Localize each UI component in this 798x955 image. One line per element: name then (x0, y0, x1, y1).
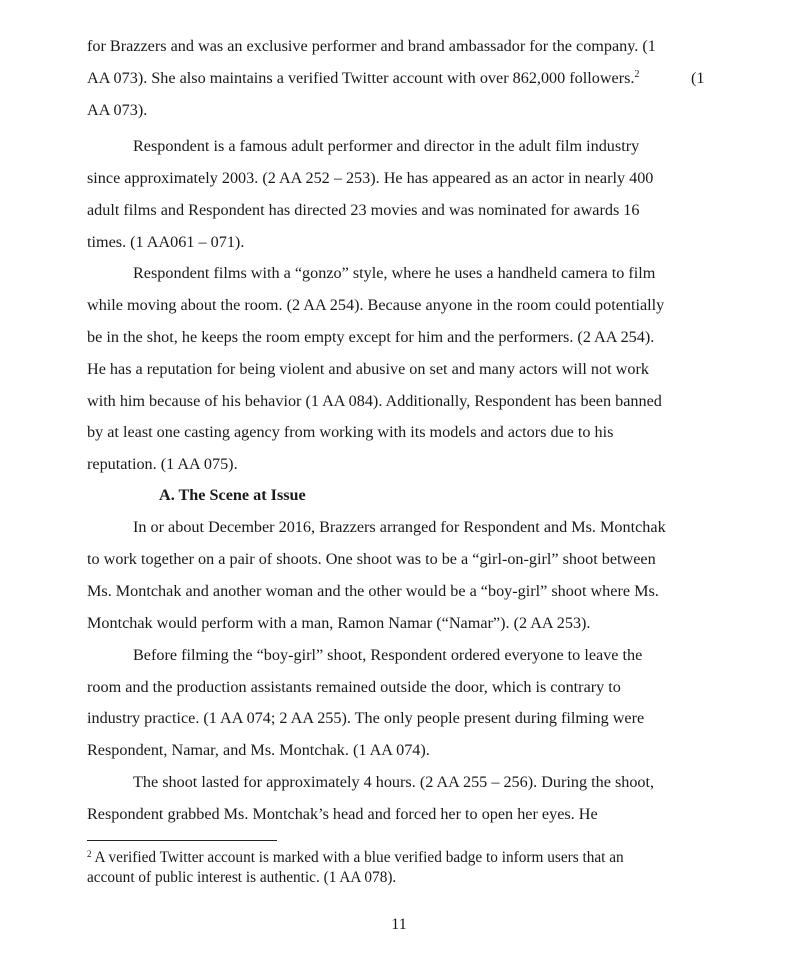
text-line: Respondent, Namar, and Ms. Montchak. (1 AA 074). (87, 741, 430, 759)
text-line: (1 (691, 69, 705, 87)
text-line: adult films and Respondent has directed 23 movies and was nominated for awards 16 (87, 201, 640, 219)
text-line: Montchak would perform with a man, Ramon Namar (“Namar”). (2 AA 253). (87, 614, 591, 632)
page-number: 11 (391, 916, 407, 933)
text-line: industry practice. (1 AA 074; 2 AA 255). The only people present during filming were (87, 709, 645, 727)
text-line: be in the shot, he keeps the room empty except for him and the performers. (2 AA 254). (87, 328, 655, 346)
text-line: reputation. (1 AA 075). (87, 455, 238, 473)
footnote-text: account of public interest is authentic. (1 AA 078). (87, 869, 397, 886)
text-line: Ms. Montchak and another woman and the other would be a “boy-girl” shoot where Ms. (87, 582, 659, 600)
text-line: to work together on a pair of shoots. One shoot was to be a “girl-on-girl” shoot between (87, 550, 656, 568)
text-line: by at least one casting agency from working with its models and actors due to his (87, 423, 614, 441)
text-line: room and the production assistants remained outside the door, which is contrary to (87, 678, 621, 696)
paragraph-start: Respondent films with a “gonzo” style, where he uses a handheld camera to film (133, 264, 656, 282)
footnote-ref: 2 (634, 69, 640, 80)
paragraph-start: Respondent is a famous adult performer and director in the adult film industry (133, 137, 640, 155)
text-line: times. (1 AA061 – 071). (87, 233, 245, 251)
text-line: with him because of his behavior (1 AA 084). Additionally, Respondent has been banned (87, 392, 662, 410)
paragraph-start: The shoot lasted for approximately 4 hours. (2 AA 255 – 256). During the shoot, (133, 773, 655, 791)
text-line: AA 073). (87, 101, 148, 119)
paragraph-start: In or about December 2016, Brazzers arranged for Respondent and Ms. Montchak (133, 518, 666, 536)
text-line: AA 073). She also maintains a verified Twitter account with over 862,000 followers.$^2$ (87, 69, 640, 87)
text-line: Respondent grabbed Ms. Montchak’s head and forced her to open her eyes. He (87, 805, 598, 823)
text-line: since approximately 2003. (2 AA 252 – 253). He has appeared as an actor in nearly 400 (87, 169, 654, 187)
footnote-text: $^2$ A verified Twitter account is marked with a blue verified badge to inform users that an (87, 849, 624, 866)
footnote-divider (87, 840, 277, 841)
footnote-marker: 2 (87, 849, 92, 859)
text-line: while moving about the room. (2 AA 254). Because anyone in the room could potentially (87, 296, 665, 314)
section-heading: A. The Scene at Issue (159, 486, 306, 504)
text-line: He has a reputation for being violent and abusive on set and many actors will not work (87, 360, 649, 378)
text-line: for Brazzers and was an exclusive performer and brand ambassador for the company. (1 (87, 37, 656, 55)
paragraph-start: Before filming the “boy-girl” shoot, Respondent ordered everyone to leave the (133, 646, 643, 664)
